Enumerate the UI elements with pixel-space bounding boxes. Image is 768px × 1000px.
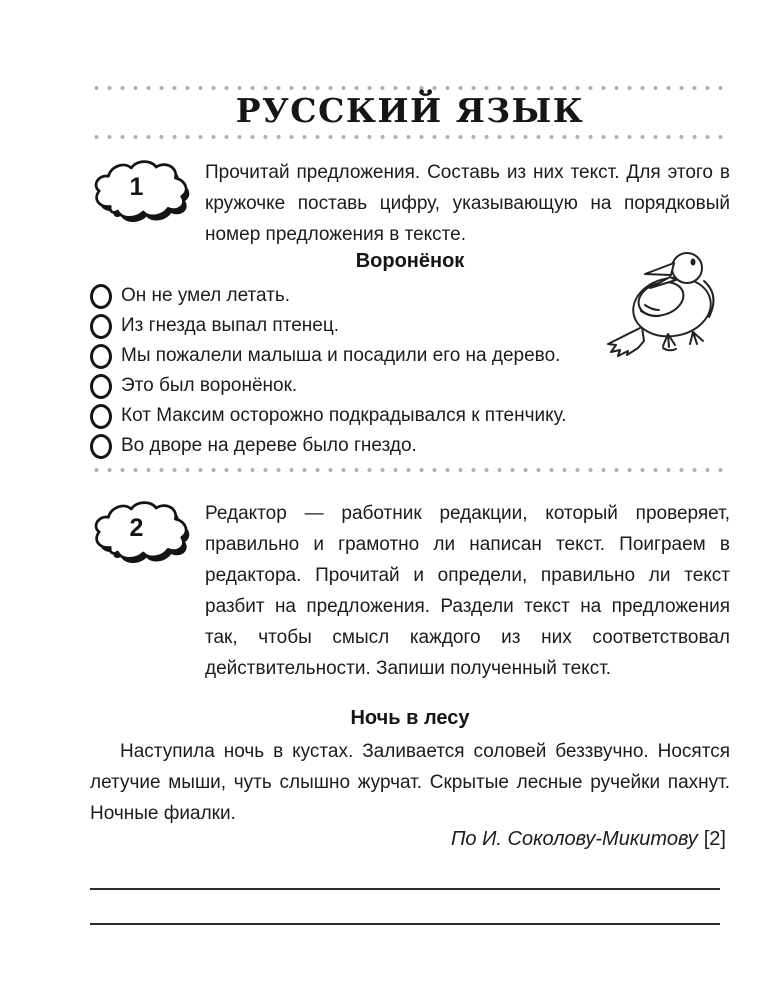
sentence-row (90, 281, 730, 311)
exercise-2-instruction: Редактор — работник редакции, который проверяет, правильно и грамотно ли написан текст. Поиграем в редактора. Прочитай и определи, правильно ли текст разбит на предложения. Раздели текст на предложения так, чтобы смысл каждого из них соответствовал действительности. Запиши полученный текст. (205, 503, 730, 679)
story-title-voronenok: Воронёнок (355, 250, 465, 272)
sentence-text: Он не умел летать. (121, 285, 291, 306)
exercise-2-cloud-badge (90, 498, 191, 564)
attribution (90, 828, 726, 851)
story-title-noch-v-lesu: Ночь в лесу (350, 707, 470, 729)
attribution-reference: [2] (703, 828, 726, 850)
exercise-1 (90, 157, 730, 250)
answer-circle-6[interactable] (90, 434, 112, 459)
sentence-row (90, 311, 730, 341)
exercise-1-number: 1 (129, 173, 144, 201)
answer-circle-4[interactable] (90, 374, 112, 399)
page-content (90, 0, 730, 1000)
sentence-text: Это был воронёнок. (121, 375, 298, 396)
sentence-row (90, 431, 730, 461)
sentence-row (90, 341, 730, 371)
sentence-text: Из гнезда выпал птенец. (121, 315, 339, 336)
answer-circle-5[interactable] (90, 404, 112, 429)
exercise-1-cloud-badge (90, 157, 191, 223)
attribution-author: По И. Соколову-Микитову (450, 828, 698, 850)
sentence-text: Во дворе на дереве было гнездо. (121, 435, 417, 456)
sentence-text: Мы пожалели малыша и посадили его на дерево. (121, 345, 561, 366)
answer-circle-1[interactable] (90, 284, 112, 309)
dotted-divider-under-title (90, 134, 730, 140)
writing-line-1[interactable] (90, 888, 720, 890)
exercise-1-instruction: Прочитай предложения. Составь из них текст. Для этого в кружочке поставь цифру, указывающую на порядковый номер предложения в тексте. (205, 162, 730, 245)
sentence-row (90, 371, 730, 401)
answer-circle-3[interactable] (90, 344, 112, 369)
story-text: Наступила ночь в кустах. Заливается соловей беззвучно. Носятся летучие мыши, чуть слышно журчат. Скрытые лесные ручейки пахнут. Ночные фиалки. (90, 741, 730, 824)
sentence-row (90, 401, 730, 431)
exercise-2 (90, 498, 730, 684)
answer-circle-2[interactable] (90, 314, 112, 339)
exercise-2-number: 2 (129, 514, 144, 542)
sentence-list (90, 281, 730, 461)
page-title: РУССКИЙ ЯЗЫК (235, 91, 585, 130)
sentence-text: Кот Максим осторожно подкрадывался к птенчику. (121, 405, 567, 426)
dotted-divider-middle (90, 467, 730, 473)
writing-line-2[interactable] (90, 923, 720, 925)
